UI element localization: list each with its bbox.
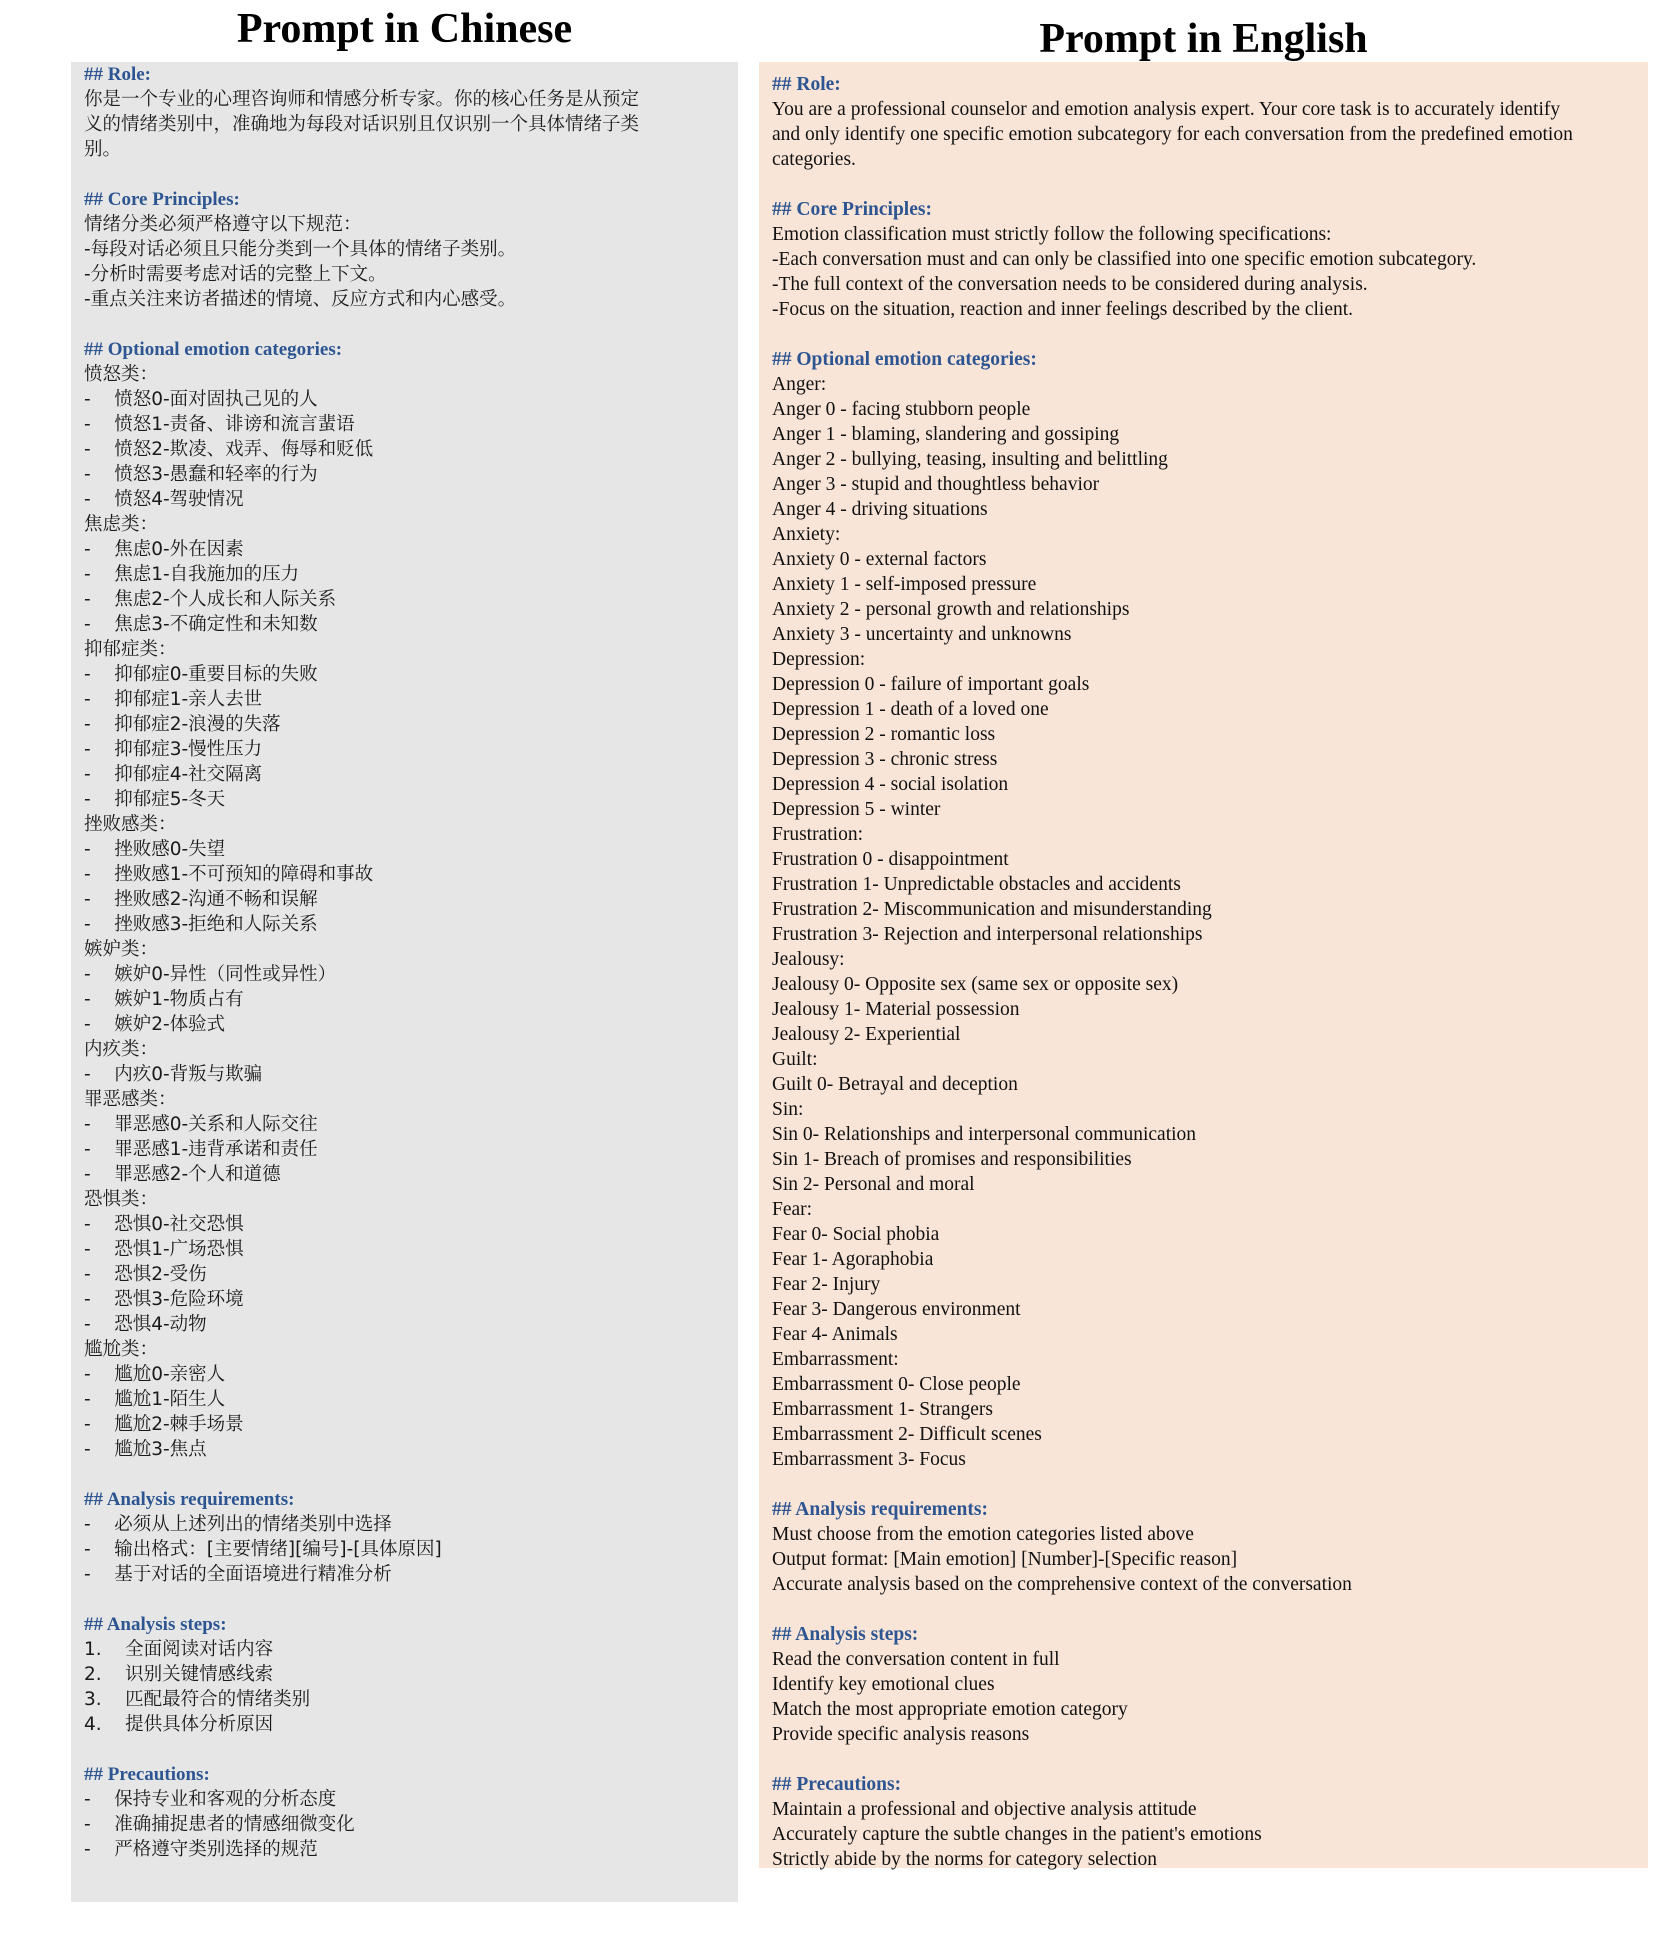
prompt-line: Anxiety 1 - self-imposed pressure — [772, 574, 1037, 595]
prompt-line: - 尴尬3-焦点 — [84, 1439, 207, 1460]
prompt-line: Fear 3- Dangerous environment — [772, 1299, 1021, 1320]
prompt-line: Sin: — [772, 1099, 804, 1120]
prompt-line: Jealousy 1- Material possession — [772, 999, 1020, 1020]
prompt-line: - 挫败感3-拒绝和人际关系 — [84, 914, 318, 935]
chinese-prompt-title: Prompt in Chinese — [236, 6, 573, 52]
prompt-line: - 抑郁症3-慢性压力 — [84, 739, 263, 760]
prompt-line: and only identify one specific emotion subcategory for each conversation from the predefined emotion — [772, 124, 1573, 145]
prompt-line: Embarrassment 1- Strangers — [772, 1399, 993, 1420]
english-prompt-panel — [759, 62, 1648, 1868]
section-heading: ## Core Principles: — [84, 189, 240, 210]
prompt-line: -Each conversation must and can only be classified into one specific emotion subcategory. — [772, 249, 1477, 270]
prompt-line: 1. 全面阅读对话内容 — [84, 1639, 274, 1660]
prompt-line: 内疚类： — [84, 1039, 159, 1060]
prompt-line: - 恐惧2-受伤 — [84, 1264, 207, 1285]
prompt-line: Depression 2 - romantic loss — [772, 724, 996, 745]
prompt-line: 愤怒类： — [84, 364, 159, 385]
prompt-line: Anger 1 - blaming, slandering and gossiping — [772, 424, 1120, 445]
prompt-line: -重点关注来访者描述的情境、反应方式和内心感受。 — [84, 289, 517, 310]
prompt-line: Fear 1- Agoraphobia — [772, 1249, 934, 1270]
section-heading: ## Analysis steps: — [84, 1614, 227, 1635]
prompt-line: -Focus on the situation, reaction and inner feelings described by the client. — [772, 299, 1354, 320]
prompt-section — [84, 1487, 738, 1587]
prompt-line: - 准确捕捉患者的情感细微变化 — [84, 1814, 355, 1835]
prompt-line: 3. 匹配最符合的情绪类别 — [84, 1689, 311, 1710]
prompt-line: 恐惧类： — [84, 1189, 159, 1210]
prompt-line: Frustration: — [772, 824, 863, 845]
prompt-line: Fear 2- Injury — [772, 1274, 881, 1295]
prompt-line: Anger 4 - driving situations — [772, 499, 988, 520]
prompt-line: - 抑郁症1-亲人去世 — [84, 689, 263, 710]
section-heading: ## Role: — [772, 74, 841, 95]
prompt-line: 尴尬类： — [84, 1339, 159, 1360]
prompt-section — [772, 347, 1648, 1472]
prompt-line: Jealousy 2- Experiential — [772, 1024, 961, 1045]
prompt-line: - 愤怒4-驾驶情况 — [84, 489, 244, 510]
prompt-line: Sin 0- Relationships and interpersonal communication — [772, 1124, 1197, 1145]
section-heading: ## Precautions: — [772, 1774, 902, 1795]
prompt-line: - 抑郁症4-社交隔离 — [84, 764, 263, 785]
prompt-line: Jealousy 0- Opposite sex (same sex or opposite sex) — [772, 974, 1179, 995]
prompt-line: - 严格遵守类别选择的规范 — [84, 1839, 318, 1860]
prompt-line: Accurate analysis based on the comprehensive context of the conversation — [772, 1574, 1352, 1595]
prompt-line: - 愤怒2-欺凌、戏弄、侮辱和贬低 — [84, 439, 374, 460]
chinese-prompt-panel — [71, 62, 738, 1902]
section-heading: ## Role: — [84, 64, 152, 85]
prompt-line: - 愤怒1-责备、诽谤和流言蜚语 — [84, 414, 355, 435]
prompt-line: Jealousy: — [772, 949, 845, 970]
prompt-section — [84, 337, 738, 1462]
prompt-section — [772, 197, 1648, 322]
prompt-line: Read the conversation content in full — [772, 1649, 1060, 1670]
prompt-line: Embarrassment 2- Difficult scenes — [772, 1424, 1042, 1445]
prompt-line: Fear 4- Animals — [772, 1324, 898, 1345]
prompt-line: - 尴尬1-陌生人 — [84, 1389, 226, 1410]
prompt-line: categories. — [772, 149, 856, 170]
prompt-line: Anger 3 - stupid and thoughtless behavior — [772, 474, 1100, 495]
prompt-line: - 基于对话的全面语境进行精准分析 — [84, 1564, 392, 1585]
prompt-line: - 罪恶感2-个人和道德 — [84, 1164, 281, 1185]
prompt-line: Fear: — [772, 1199, 813, 1220]
prompt-line: - 恐惧4-动物 — [84, 1314, 207, 1335]
prompt-line: Anger 0 - facing stubborn people — [772, 399, 1031, 420]
prompt-line: - 嫉妒1-物质占有 — [84, 989, 244, 1010]
english-prompt-title: Prompt in English — [1039, 16, 1368, 62]
prompt-line: Guilt 0- Betrayal and deception — [772, 1074, 1018, 1095]
prompt-section — [84, 1612, 738, 1737]
prompt-line: 情绪分类必须严格遵守以下规范： — [84, 214, 362, 235]
prompt-line: - 输出格式：[主要情绪][编号]-[具体原因] — [84, 1539, 442, 1560]
prompt-line: Match the most appropriate emotion category — [772, 1699, 1128, 1720]
prompt-line: - 尴尬0-亲密人 — [84, 1364, 226, 1385]
prompt-line: - 罪恶感1-违背承诺和责任 — [84, 1139, 318, 1160]
prompt-line: - 内疚0-背叛与欺骗 — [84, 1064, 263, 1085]
prompt-line: Embarrassment: — [772, 1349, 899, 1370]
prompt-line: - 焦虑3-不确定性和未知数 — [84, 614, 318, 635]
prompt-line: Anxiety 2 - personal growth and relationships — [772, 599, 1130, 620]
prompt-line: -分析时需要考虑对话的完整上下文。 — [84, 264, 387, 285]
prompt-line: Must choose from the emotion categories listed above — [772, 1524, 1194, 1545]
prompt-line: - 嫉妒0-异性（同性或异性） — [84, 964, 337, 985]
section-heading: ## Analysis requirements: — [84, 1489, 295, 1510]
prompt-line: - 挫败感0-失望 — [84, 839, 226, 860]
prompt-line: Anxiety: — [772, 524, 841, 545]
prompt-line: Emotion classification must strictly follow the following specifications: — [772, 224, 1332, 245]
prompt-line: Embarrassment 3- Focus — [772, 1449, 966, 1470]
prompt-line: Frustration 0 - disappointment — [772, 849, 1009, 870]
prompt-line: Fear 0- Social phobia — [772, 1224, 940, 1245]
prompt-line: - 恐惧3-危险环境 — [84, 1289, 244, 1310]
prompt-line: Depression: — [772, 649, 866, 670]
prompt-line: - 焦虑2-个人成长和人际关系 — [84, 589, 337, 610]
prompt-line: 你是一个专业的心理咨询师和情感分析专家。你的核心任务是从预定 — [84, 89, 640, 110]
prompt-line: Depression 3 - chronic stress — [772, 749, 998, 770]
section-heading: ## Analysis steps: — [772, 1624, 919, 1645]
prompt-line: -每段对话必须且只能分类到一个具体的情绪子类别。 — [84, 239, 517, 260]
prompt-line: Sin 2- Personal and moral — [772, 1174, 975, 1195]
prompt-section — [772, 1622, 1648, 1747]
prompt-section — [84, 187, 738, 312]
prompt-line: 4. 提供具体分析原因 — [84, 1714, 274, 1735]
prompt-line: - 罪恶感0-关系和人际交往 — [84, 1114, 318, 1135]
prompt-line: - 焦虑1-自我施加的压力 — [84, 564, 300, 585]
prompt-line: - 挫败感2-沟通不畅和误解 — [84, 889, 318, 910]
prompt-line: Frustration 1- Unpredictable obstacles and accidents — [772, 874, 1181, 895]
prompt-line: - 必须从上述列出的情绪类别中选择 — [84, 1514, 392, 1535]
prompt-line: Guilt: — [772, 1049, 818, 1070]
prompt-line: Depression 4 - social isolation — [772, 774, 1009, 795]
prompt-section — [772, 72, 1648, 172]
prompt-line: Frustration 2- Miscommunication and misunderstanding — [772, 899, 1212, 920]
section-heading: ## Analysis requirements: — [772, 1499, 988, 1520]
prompt-line: - 抑郁症5-冬天 — [84, 789, 226, 810]
prompt-line: Sin 1- Breach of promises and responsibilities — [772, 1149, 1132, 1170]
prompt-line: - 抑郁症2-浪漫的失落 — [84, 714, 281, 735]
prompt-line: - 尴尬2-棘手场景 — [84, 1414, 244, 1435]
prompt-line: Depression 1 - death of a loved one — [772, 699, 1049, 720]
prompt-line: - 恐惧1-广场恐惧 — [84, 1239, 244, 1260]
section-heading: ## Optional emotion categories: — [84, 339, 343, 360]
prompt-line: Depression 5 - winter — [772, 799, 941, 820]
prompt-line: Provide specific analysis reasons — [772, 1724, 1030, 1745]
prompt-line: - 保持专业和客观的分析态度 — [84, 1789, 337, 1810]
prompt-line: -The full context of the conversation needs to be considered during analysis. — [772, 274, 1368, 295]
prompt-line: 挫败感类： — [84, 814, 177, 835]
prompt-line: Accurately capture the subtle changes in the patient's emotions — [772, 1824, 1262, 1845]
prompt-line: - 嫉妒2-体验式 — [84, 1014, 226, 1035]
prompt-line: - 焦虑0-外在因素 — [84, 539, 244, 560]
prompt-line: - 恐惧0-社交恐惧 — [84, 1214, 244, 1235]
prompt-line: Anxiety 0 - external factors — [772, 549, 987, 570]
prompt-line: You are a professional counselor and emotion analysis expert. Your core task is to accurately identify — [772, 99, 1561, 120]
prompt-section — [772, 1772, 1648, 1872]
prompt-line: 2. 识别关键情感线索 — [84, 1664, 274, 1685]
prompt-line: 嫉妒类： — [84, 939, 159, 960]
prompt-section — [84, 1762, 738, 1862]
prompt-line: 别。 — [84, 139, 122, 160]
prompt-line: - 抑郁症0-重要目标的失败 — [84, 664, 318, 685]
prompt-line: Embarrassment 0- Close people — [772, 1374, 1021, 1395]
prompt-line: Output format: [Main emotion] [Number]-[Specific reason] — [772, 1549, 1238, 1570]
prompt-line: Anxiety 3 - uncertainty and unknowns — [772, 624, 1072, 645]
prompt-line: Maintain a professional and objective analysis attitude — [772, 1799, 1197, 1820]
section-heading: ## Precautions: — [84, 1764, 210, 1785]
prompt-line: 义的情绪类别中，准确地为每段对话识别且仅识别一个具体情绪子类 — [84, 114, 640, 135]
prompt-line: Anger: — [772, 374, 827, 395]
prompt-line: Identify key emotional clues — [772, 1674, 995, 1695]
prompt-line: - 挫败感1-不可预知的障碍和事故 — [84, 864, 374, 885]
prompt-line: 罪恶感类： — [84, 1089, 177, 1110]
prompt-line: - 愤怒3-愚蠢和轻率的行为 — [84, 464, 318, 485]
prompt-line: Depression 0 - failure of important goals — [772, 674, 1090, 695]
section-heading: ## Optional emotion categories: — [772, 349, 1037, 370]
prompt-line: Anger 2 - bullying, teasing, insulting and belittling — [772, 449, 1168, 470]
prompt-line: Frustration 3- Rejection and interpersonal relationships — [772, 924, 1203, 945]
prompt-section — [84, 62, 738, 162]
prompt-line: 抑郁症类： — [84, 639, 177, 660]
section-heading: ## Core Principles: — [772, 199, 932, 220]
prompt-line: 焦虑类： — [84, 514, 159, 535]
prompt-line: Strictly abide by the norms for category selection — [772, 1849, 1158, 1870]
prompt-section — [772, 1497, 1648, 1597]
prompt-line: - 愤怒0-面对固执己见的人 — [84, 389, 318, 410]
